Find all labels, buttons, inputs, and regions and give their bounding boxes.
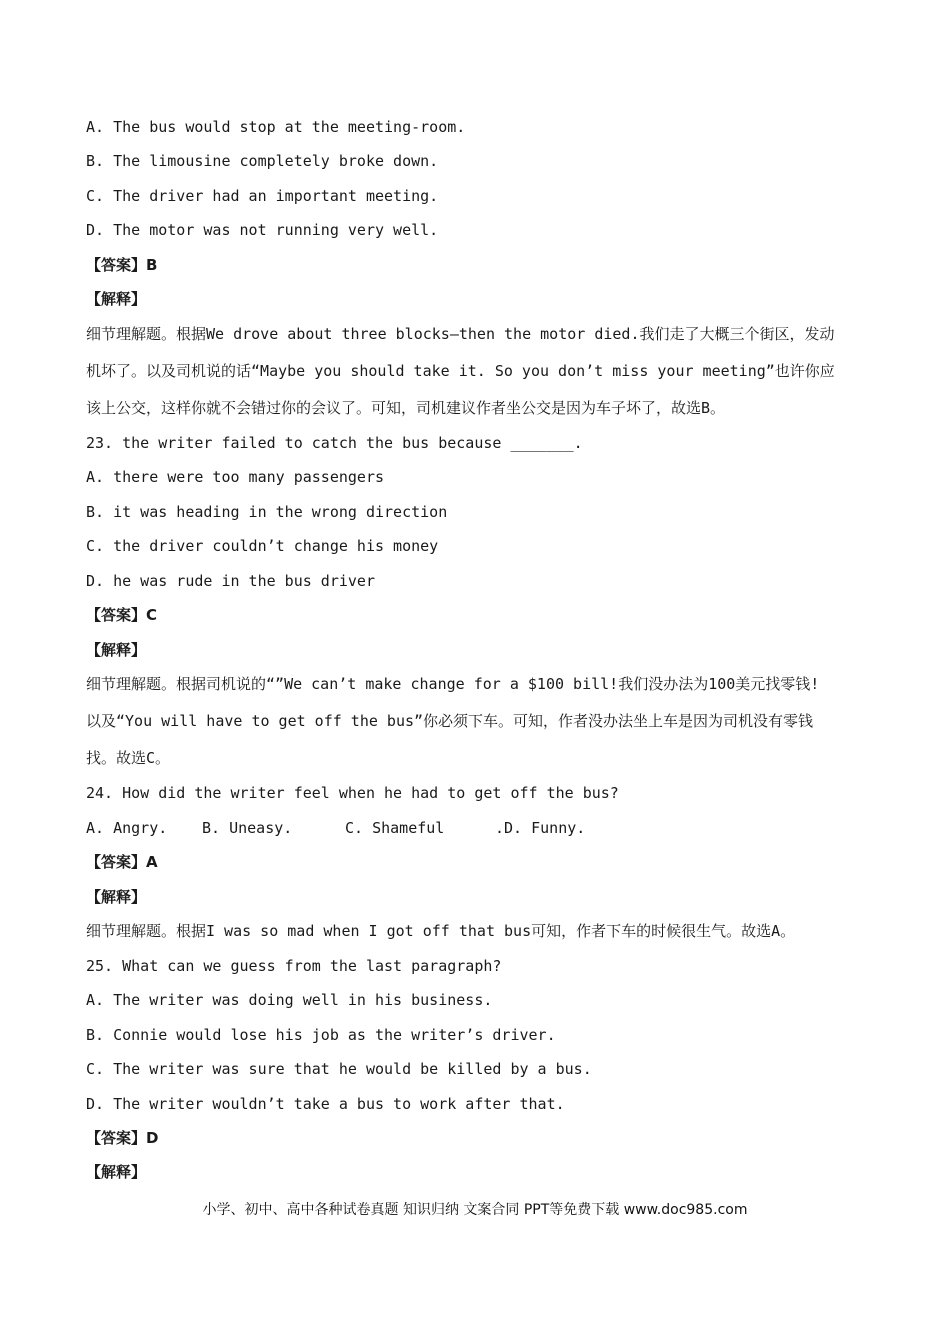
option-24-a: A. Angry. <box>86 819 168 837</box>
option-25-d: D. The writer wouldn’t take a bus to work after that. <box>86 1095 565 1113</box>
explanation-24-line-1: 细节理解题。根据I was so mad when I got off that bus可知，作者下车的时候很生气。故选A。 <box>86 922 796 940</box>
explanation-label-22: 【解释】 <box>86 290 147 308</box>
option-25-b: B. Connie would lose his job as the writer’s driver. <box>86 1026 556 1044</box>
option-23-a: A. there were too many passengers <box>86 468 385 486</box>
option-25-a: A. The writer was doing well in his business. <box>86 991 493 1009</box>
option-25-c: C. The writer was sure that he would be killed by a bus. <box>86 1060 592 1078</box>
answer-25: 【答案】D <box>86 1129 159 1147</box>
option-22-d: D. The motor was not running very well. <box>86 221 439 239</box>
explanation-22-line-2: 机坏了。以及司机说的话“Maybe you should take it. So you don’t miss your meeting”也许你应 <box>86 362 835 380</box>
explanation-22-line-3: 该上公交，这样你就不会错过你的会议了。可知，司机建议作者坐公交是因为车子坏了，故选B。 <box>86 399 726 417</box>
explanation-22-line-1: 细节理解题。根据We drove about three blocks—then the motor died.我们走了大概三个街区，发动 <box>86 325 835 343</box>
page-footer: 小学、初中、高中各种试卷真题 知识归纳 文案合同 PPT等免费下载 www.doc985.com <box>202 1202 748 1218</box>
option-23-d: D. he was rude in the bus driver <box>86 572 375 590</box>
option-22-a: A. The bus would stop at the meeting-room. <box>86 118 466 136</box>
option-24-c: C. Shameful <box>345 819 445 837</box>
explanation-23-line-2: 以及“You will have to get off the bus”你必须下车。可知，作者没办法坐上车是因为司机没有零钱 <box>86 712 814 730</box>
options-24 <box>86 818 585 838</box>
option-23-b: B. it was heading in the wrong direction <box>86 503 448 521</box>
option-24-b: B. Uneasy. <box>202 819 293 837</box>
answer-24: 【答案】A <box>86 853 158 871</box>
question-23: 23. the writer failed to catch the bus because _______. <box>86 434 583 452</box>
question-25: 25. What can we guess from the last paragraph? <box>86 957 502 975</box>
answer-23: 【答案】C <box>86 606 158 624</box>
option-24-d: .D. Funny. <box>495 819 586 837</box>
explanation-label-23: 【解释】 <box>86 641 147 659</box>
answer-22: 【答案】B <box>86 256 158 274</box>
option-22-b: B. The limousine completely broke down. <box>86 152 439 170</box>
option-22-c: C. The driver had an important meeting. <box>86 187 439 205</box>
option-23-c: C. the driver couldn’t change his money <box>86 537 439 555</box>
explanation-label-25: 【解释】 <box>86 1163 147 1181</box>
explanation-label-24: 【解释】 <box>86 888 147 906</box>
explanation-23-line-1: 细节理解题。根据司机说的“”We can’t make change for a $100 bill!我们没办法为100美元找零钱! <box>86 675 820 693</box>
explanation-23-line-3: 找。故选C。 <box>86 749 171 767</box>
question-24: 24. How did the writer feel when he had to get off the bus? <box>86 784 619 802</box>
